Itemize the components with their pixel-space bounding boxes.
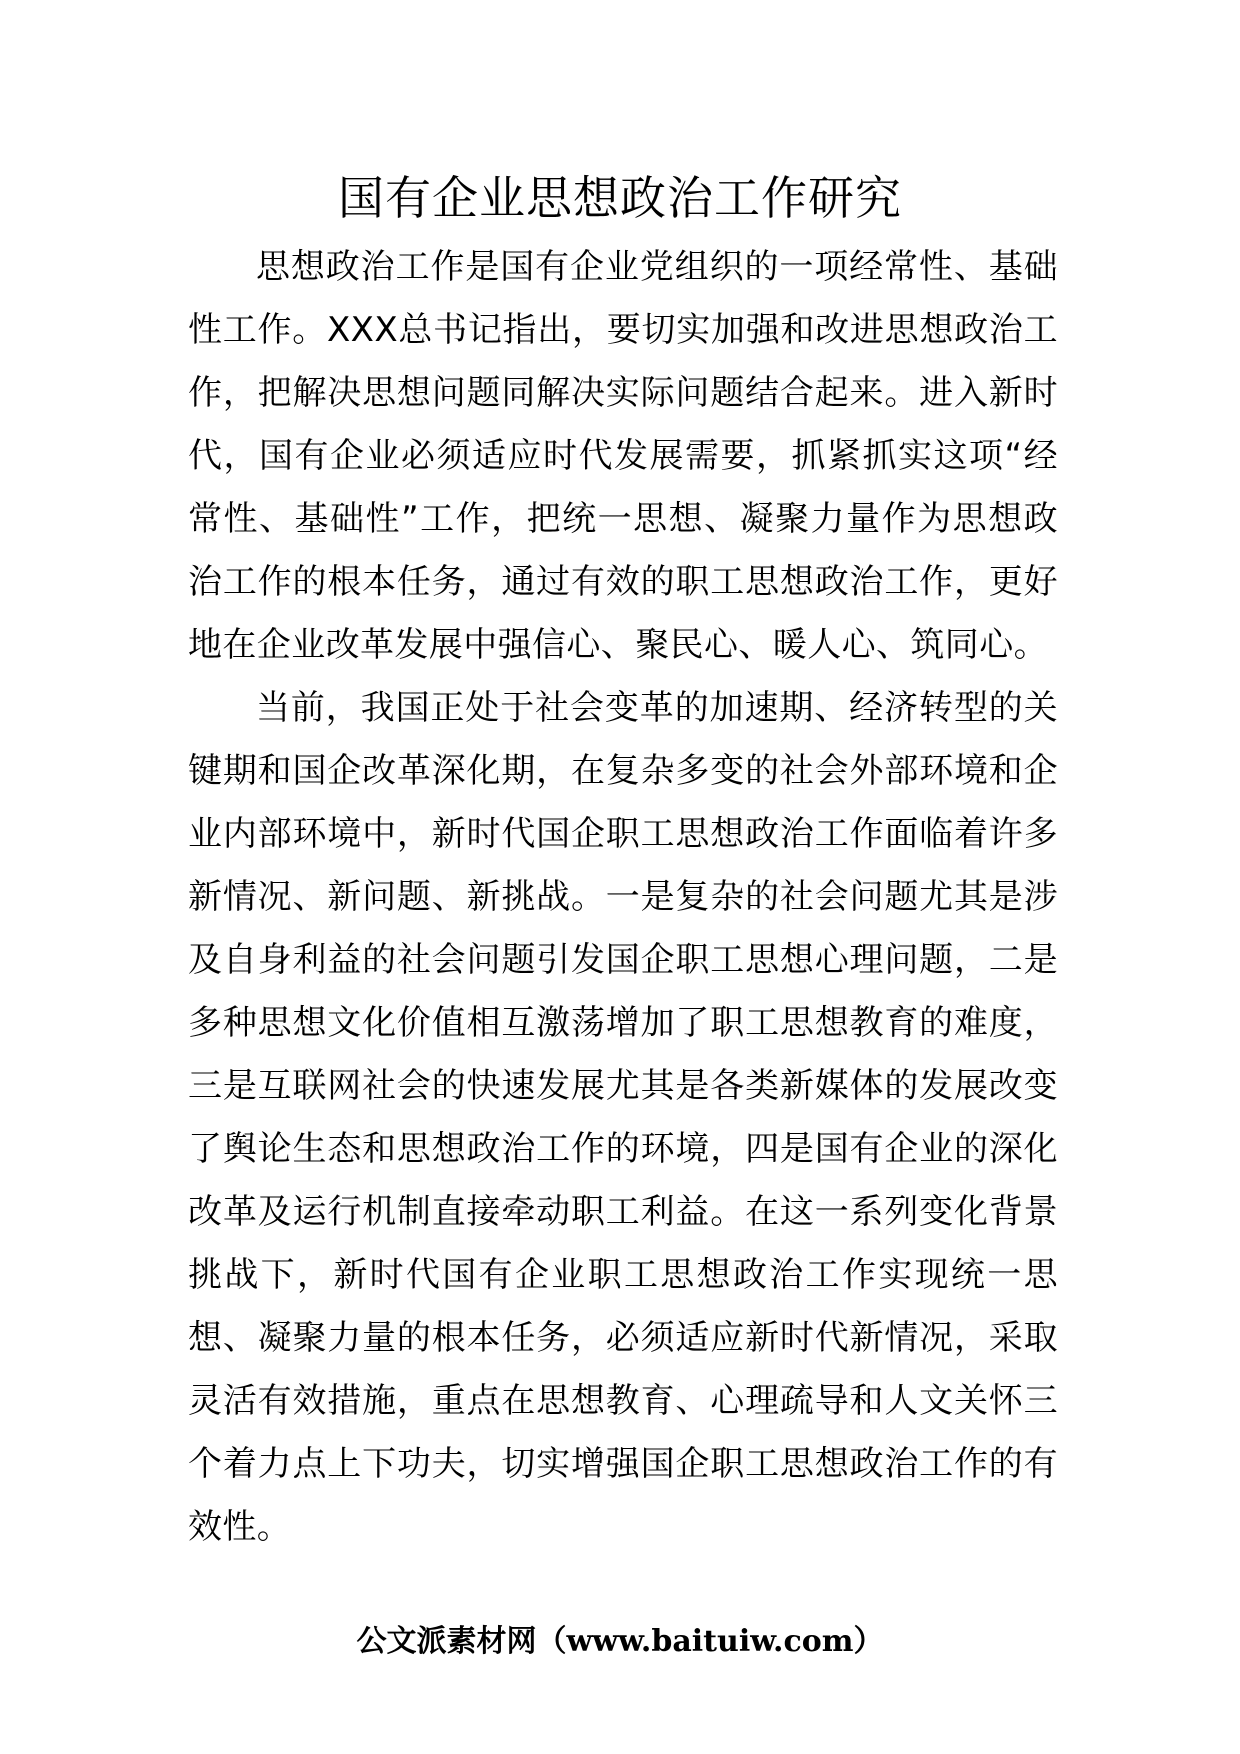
document-body (188, 236, 1058, 1559)
paragraph-2: 当前，我国正处于社会变革的加速期、经济转型的关键期和国企改革深化期，在复杂多变的社会外部环境和企业内部环境中，新时代国企职工思想政治工作面临着许多新情况、新问题、新挑战。一是复杂的社会问题尤其是涉及自身利益的社会问题引发国企职工思想心理问题，二是多种思想文化价值相互激荡增加了职工思想教育的难度，三是互联网社会的快速发展尤其是各类新媒体的发展改变了舆论生态和思想政治工作的环境，四是国有企业的深化改革及运行机制直接牵动职工利益。在这一系列变化背景挑战下，新时代国有企业职工思想政治工作实现统一思想、凝聚力量的根本任务，必须适应新时代新情况，采取灵活有效措施，重点在思想教育、心理疏导和人文关怀三个着力点上下功夫，切实增强国企职工思想政治工作的有效性。 (188, 688, 1058, 1547)
document-title: 国有企业思想政治工作研究 (338, 171, 902, 225)
paragraph-1: 思想政治工作是国有企业党组织的一项经常性、基础性工作。XXX总书记指出，要切实加强和改进思想政治工作，把解决思想问题同解决实际问题结合起来。进入新时代，国有企业必须适应时代发展需要，抓紧抓实这项“经常性、基础性”工作，把统一思想、凝聚力量作为思想政治工作的根本任务，通过有效的职工思想政治工作，更好地在企业改革发展中强信心、聚民心、暖人心、筑同心。 (188, 247, 1058, 665)
source-footer: 公文派素材网（www.baituiw.com） (356, 1624, 884, 1659)
